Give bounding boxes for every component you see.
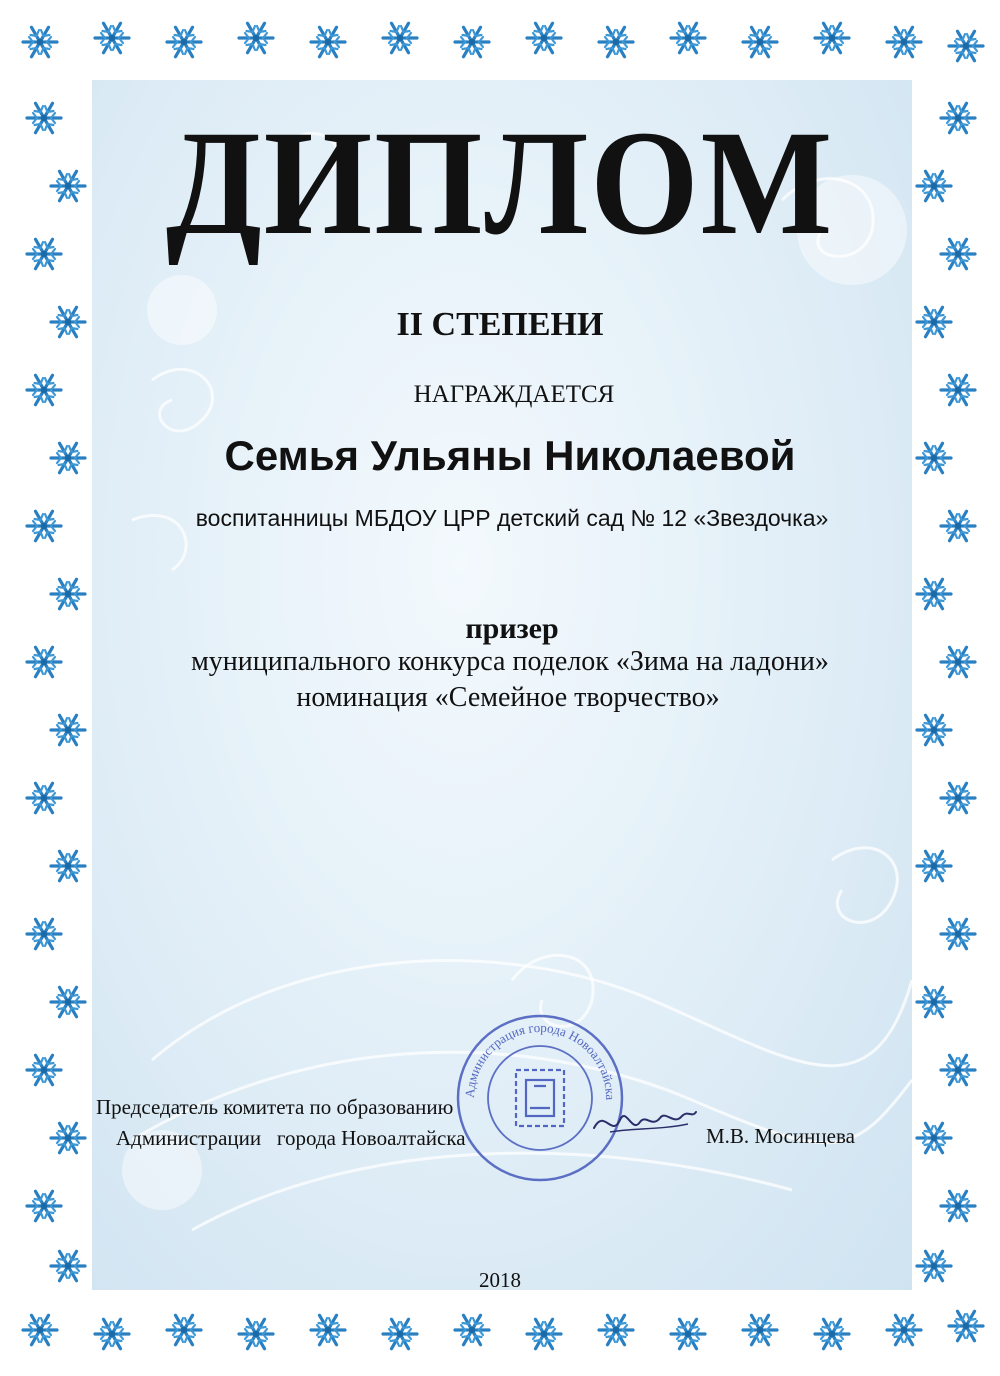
award-status: призер (465, 612, 559, 645)
signatory-position (96, 1092, 466, 1154)
position-line-2: Администрации города Новоалтайска (116, 1126, 466, 1150)
diploma-degree: II СТЕПЕНИ (396, 306, 604, 343)
recipient-name: Семья Ульяны Николаевой (224, 432, 796, 479)
institution-line: воспитанницы МБДОУ ЦРР детский сад № 12 «Звездочка» (195, 505, 829, 531)
signer-name: М.В. Мосинцева (706, 1124, 855, 1148)
nomination-line: номинация «Семейное творчество» (296, 682, 720, 713)
handwritten-signature (590, 1098, 700, 1148)
contest-line: муниципального конкурса поделок «Зима на ладони» (191, 646, 829, 677)
awarded-label: НАГРАЖДАЕТСЯ (413, 381, 615, 408)
stamp-emblem-icon (516, 1070, 564, 1126)
diploma-year: 2018 (479, 1268, 521, 1292)
stamp-text: Администрация города Новоалтайска (461, 1019, 619, 1101)
svg-text:Администрация города Новоалтай (462, 1020, 618, 1101)
diploma-title: ДИПЛОМ (165, 100, 835, 266)
position-line-1: Председатель комитета по образованию (96, 1095, 454, 1119)
